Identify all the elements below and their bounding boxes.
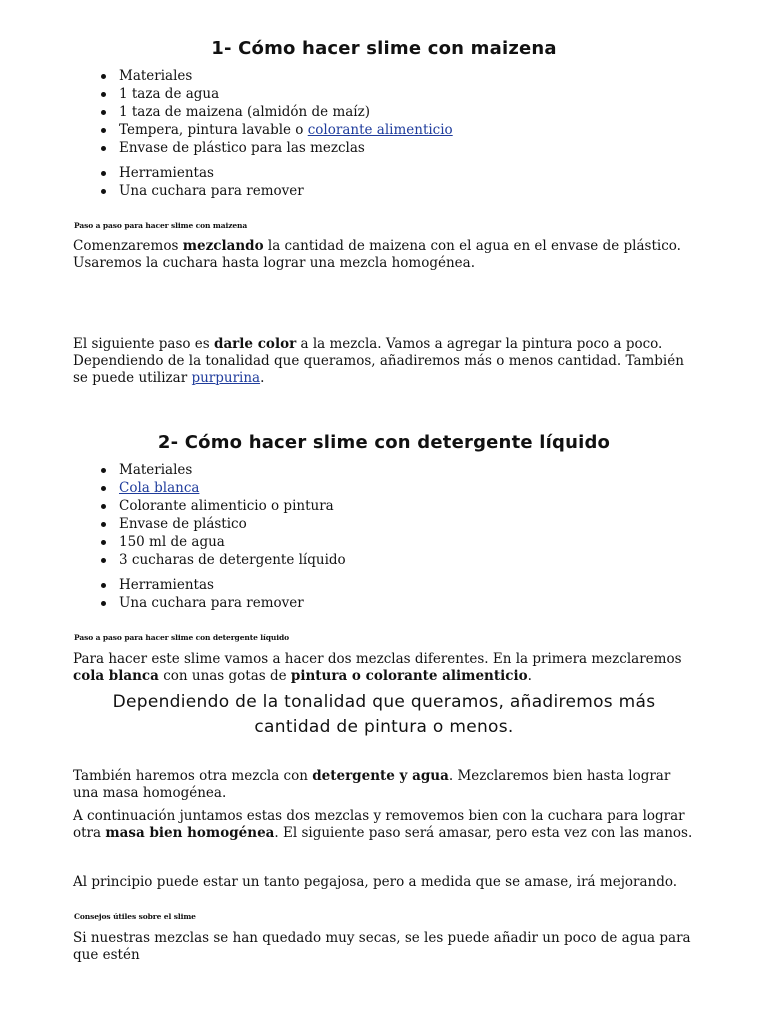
section-title-detergente: 2- Cómo hacer slime con detergente líquido <box>157 432 611 453</box>
list-item: 1 taza de agua <box>101 85 453 103</box>
callout-text: Dependiendo de la tonalidad que queramos, añadiremos más cantidad de pintura o menos. <box>112 692 656 737</box>
paragraph-juntamos: A continuación juntamos estas dos mezclas y removemos bien con la cuchara para lograr otra masa bien homogénea. El siguiente paso será amasar, pero esta vez con las manos. <box>73 808 693 841</box>
list-item: Una cuchara para remover <box>101 594 304 612</box>
paragraph-detergente-agua: También haremos otra mezcla con detergente y agua. Mezclaremos bien hasta lograr una masa homogénea. <box>73 768 671 801</box>
steps-heading-detergente: Paso a paso para hacer slime con detergente líquido <box>74 633 290 642</box>
list-item: Herramientas <box>101 576 304 594</box>
paragraph-pegajosa: Al principio puede estar un tanto pegajosa, pero a medida que se amase, irá mejorando. <box>73 874 678 890</box>
tools-list-maizena <box>101 164 304 200</box>
materials-list-maizena <box>101 67 453 157</box>
tips-heading: Consejos útiles sobre el slime <box>74 912 196 921</box>
materials-list-detergente <box>101 461 346 569</box>
list-item: Herramientas <box>101 164 304 182</box>
list-item: Envase de plástico para las mezclas <box>101 139 453 157</box>
list-item: Envase de plástico <box>101 515 346 533</box>
cola-blanca-link[interactable]: Cola blanca <box>119 480 200 496</box>
colorante-alimenticio-link[interactable]: colorante alimenticio <box>307 122 453 138</box>
list-item: Colorante alimenticio o pintura <box>101 497 346 515</box>
paragraph-darle-color: El siguiente paso es darle color a la mezcla. Vamos a agregar la pintura poco a poco. Dependiendo de la tonalidad que queramos, añadiremos más o menos cantidad. También se puede utilizar purpurina. <box>73 336 684 386</box>
list-item: Materiales <box>101 461 346 479</box>
list-item: 1 taza de maizena (almidón de maíz) <box>101 103 453 121</box>
list-item: 3 cucharas de detergente líquido <box>101 551 346 569</box>
tools-list-detergente <box>101 576 304 612</box>
list-item <box>101 479 346 497</box>
list-item: 150 ml de agua <box>101 533 346 551</box>
paragraph-dos-mezclas: Para hacer este slime vamos a hacer dos mezclas diferentes. En la primera mezclaremos cola blanca con unas gotas de pintura o colorante alimenticio. <box>73 651 682 684</box>
paragraph-mezclas-secas: Si nuestras mezclas se han quedado muy secas, se les puede añadir un poco de agua para que estén <box>73 930 691 963</box>
list-item <box>101 121 453 139</box>
steps-heading-maizena: Paso a paso para hacer slime con maizena <box>74 221 248 230</box>
section-title-maizena: 1- Cómo hacer slime con maizena <box>211 38 557 59</box>
paragraph-mezclando: Comenzaremos mezclando la cantidad de maizena con el agua en el envase de plástico. Usaremos la cuchara hasta lograr una mezcla homogénea. <box>73 238 681 271</box>
purpurina-link[interactable]: purpurina <box>191 370 261 386</box>
list-item: Materiales <box>101 67 453 85</box>
list-item: Una cuchara para remover <box>101 182 304 200</box>
list-item-text: Tempera, pintura lavable o <box>119 122 308 138</box>
